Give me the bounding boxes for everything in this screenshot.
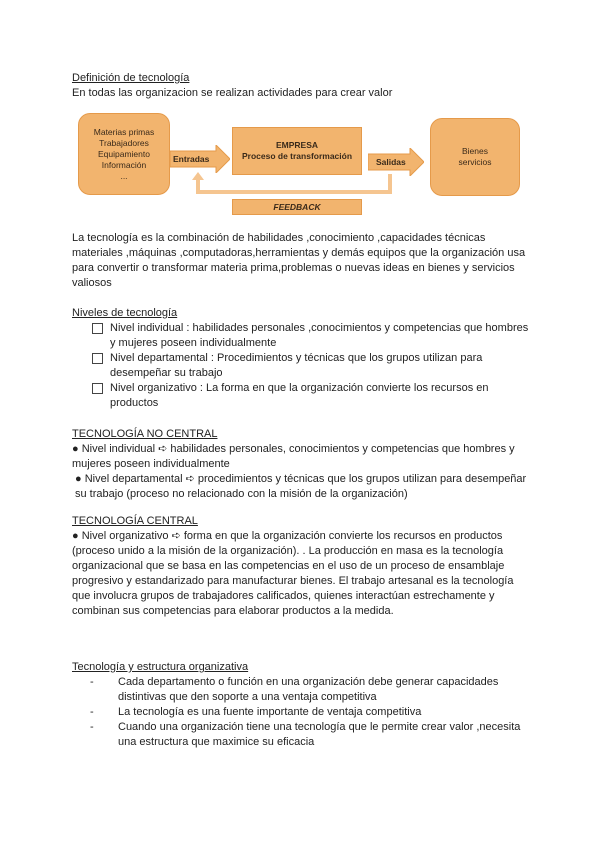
input-item: Trabajadores [99,137,149,148]
central-text: ● Nivel organizativo ➪ forma en que la organización convierte los recursos en productos (proceso unido a la misión de la organización). . La producción en masa es la tecnología organizacional que se basa en las competencias en el uso de un proceso de ensamblaje progresivo y estandarizado para manufacturar bienes. El trabajo artesanal es la tecnología que involucra grupos de trabajadores calificados, quienes interactúan estrechamente y combinan sus competencias para elaborar productos a la medida. [72,530,514,617]
empresa-title: EMPRESA [275,140,319,150]
empresa-subtitle: Proceso de transformación [241,151,353,161]
entradas-label: Entradas [173,154,210,164]
section-definicion [72,71,532,101]
list-item [90,720,532,750]
output-item: Bienes [462,146,488,156]
item-text: Nivel organizativo : La forma en que la organización convierte los recursos en productos [110,382,489,409]
list-item [90,705,532,720]
section-title: Tecnología y estructura organizativa [72,661,249,673]
list-item [92,351,532,381]
list-item [92,321,532,351]
dash-marker: - [90,721,94,733]
checkbox-icon[interactable] [92,353,103,364]
salidas-label: Salidas [376,157,406,167]
feedback-box: FEEDBACK [232,199,362,215]
item-text: Nivel individual : habilidades personales ,conocimientos y competencias que hombres y mujeres poseen individualmente [110,322,529,349]
checkbox-icon[interactable] [92,383,103,394]
section-title: TECNOLOGÍA CENTRAL [72,515,198,527]
checkbox-icon[interactable] [92,323,103,334]
outputs-box [430,118,520,196]
section-title: Niveles de tecnología [72,307,178,319]
definition-text: La tecnología es la combinación de habilidades ,conocimiento ,capacidades técnicas materiales ,máquinas ,computadoras,herramientas y demás equipos que la organización usa para convertir o transformar materia prima,problemas o nuevas ideas en bienes y servicios valiosos [72,232,526,289]
feedback-arrow [190,172,400,196]
section-no-central [72,427,532,502]
item-text: Cada departamento o función en una organización debe generar capacidades distintivas que den soporte a una ventaja competitiva [118,676,499,703]
dash-marker: - [90,676,94,688]
section-estructura [72,660,532,750]
input-item: Materias primas [93,126,155,137]
section-central [72,514,532,619]
input-item: ... [120,170,128,181]
section-title: TECNOLOGÍA NO CENTRAL [72,428,218,440]
list-item [92,381,532,411]
section-title: Definición de tecnología [72,72,190,84]
list-item: ● Nivel departamental ➪ procedimientos y técnicas que los grupos utilizan para desempeñar su trabajo (proceso no relacionado con la misión de la organización) [75,473,527,500]
list-item [90,675,532,705]
input-item: Equipamiento [98,148,150,159]
empresa-box [232,127,362,175]
list-item: ● Nivel individual ➪ habilidades personales, conocimientos y competencias que hombres y mujeres poseen individualmente [72,443,515,470]
output-item: servicios [458,157,492,167]
item-text: Nivel departamental : Procedimientos y técnicas que los grupos utilizan para desempeñar su trabajo [110,352,483,379]
inputs-box [78,113,170,195]
dash-marker: - [90,706,94,718]
item-text: La tecnología es una fuente importante de ventaja competitiva [118,706,422,718]
intro-text: En todas las organizacion se realizan actividades para crear valor [72,87,393,99]
section-niveles [72,306,532,411]
item-text: Cuando una organización tiene una tecnología que le permite crear valor ,necesita una estructura que maximice su eficacia [118,721,521,748]
input-item: Información [101,159,147,170]
